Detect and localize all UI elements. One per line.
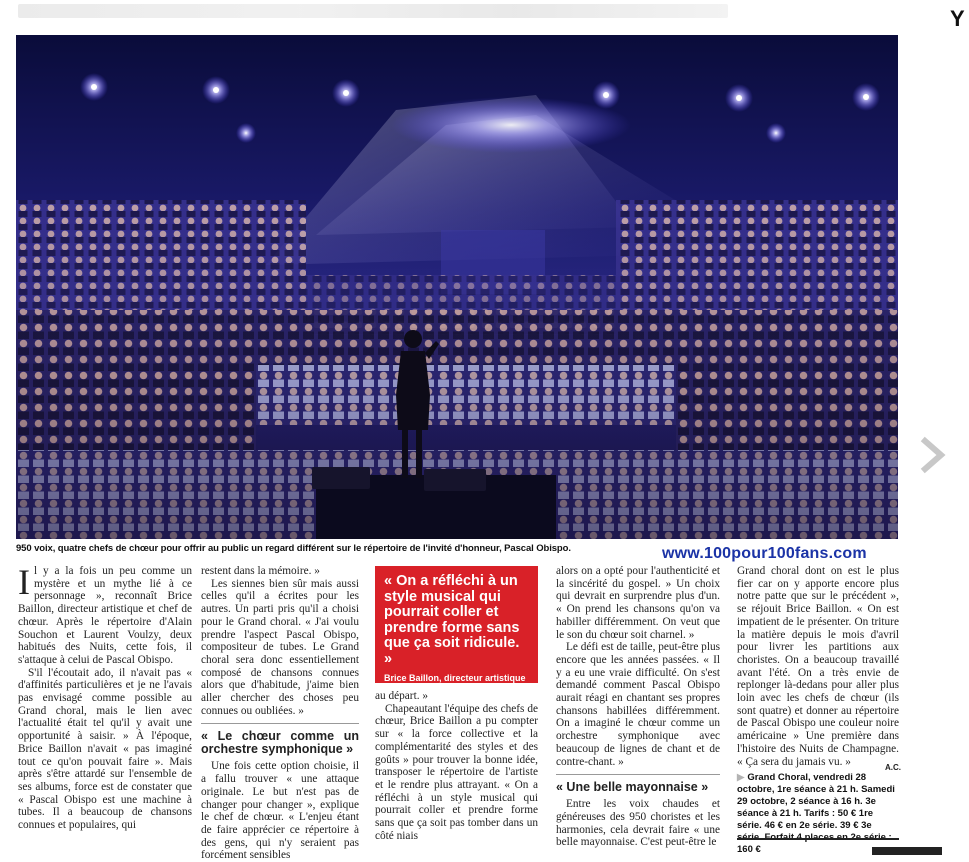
article-column-2 [201,565,359,862]
event-info [737,772,899,856]
cropped-headline [18,4,728,18]
next-arrow-icon[interactable] [920,438,946,472]
paragraph: Le défi est de taille, peut-être plus encore que les années passées. « Il y a eu une vraie difficulté. On s'est demandé comment Pascal Obispo aurait réagi en chantant ses propres chansons habillées différemment. On a imaginé le chœur comme un orchestre symphonique avec beaucoup de lignes de chant et de contre-chant. » [556,641,721,768]
concert-photo [16,35,898,539]
paragraph: Entre les voix chaudes et généreuses des 950 choristes et les harmonies, cela devrait faire « une belle mayonnaise. C'est peut-être le [556,798,720,849]
subheading: « Le chœur comme un orchestre symphonique » [201,723,359,756]
triangle-icon: ▶ [737,772,745,783]
corner-letter: Y [950,6,965,31]
divider [737,838,899,840]
subheading: « Une belle mayonnaise » [556,774,720,794]
cropped-headline-strip [0,0,969,32]
paragraph: S'il l'écoutait ado, il n'avait pas « d'affinités particulières et je ne l'avais pas envisagé comme possible au Grand choral, mais le lien avec l'actualité était tel qu'il y avait une opportunité à saisir. » À l'époque, Brice Baillon n'avait « pas imaginé tout ce qu'on pouvait faire ». Mais après s'être attardé sur l'ensemble de ses albums, force est de constater que « Pascal Obispo est une machine à tubes. Il a beaucoup de chansons connues et populaires, qui [18,666,192,832]
paragraph: Grand choral dont on est le plus fier car on y apporte encore plus notre patte que sur le précédent », se réjouit Brice Baillon. « On est impatient de le présenter. On triture la matière depuis le mois d'avril pour livrer les partitions aux choristes. On a beaucoup travaillé avant l'été. On a très envie de replonger là-dedans pour aller plus loin avec les chefs de chœur (ils sont quatre) et donner au répertoire de Pascal Obispo une couleur noire américaine » Une première dans l'histoire des Nuits de Champagne. « Ça sera du jamais vu. » [737,565,899,768]
article-column-1 [18,562,192,832]
pull-quote [375,566,538,683]
quote-text: « On a réfléchi à un style musical qui pourrait coller et prendre forme sans que ça soit ridicule. » [384,573,520,667]
paragraph: Les siennes bien sûr mais aussi celles qu'il a écrites pour les autres. Un parti pris qu'il a choisi pour le Grand choral. « J'ai voulu prendre l'aspect Pascal Obispo, compositeur de tubes. Le Grand choral sera donc essentiellement composé de chansons connues alors que d'habitude, j'aime bien aller chercher des choses peu connues ou oubliées. » [201,577,359,717]
article-column-3 [375,690,538,842]
event-info-text: Grand Choral, vendredi 28 octobre, 1re séance à 21 h. Samedi 29 octobre, 2 séance à 16 h. 3e séance à 21 h. Tarifs : 50 € 1re série. 46 € en 2e série. 39 € 3e 160 € [737,772,895,855]
author-signature: A.C. [885,763,901,772]
paragraph: restent dans la mémoire. » [201,565,320,577]
article-column-5 [737,565,899,768]
watermark-link[interactable]: www.100pour100fans.com [662,545,867,562]
paragraph: Chapeautant l'équipe des chefs de chœur, Brice Baillon a pu compter sur « la force collective et la complémentarité des styles et des goûts » pour trouver la bonne idée, transposer le répertoire de l'artiste et le rendre plus attrayant. « On a réfléchi à un style musical qui pourrait coller et prendre forme sans que ça soit pas tomber dans un côté niais [375,702,538,842]
paragraph: au départ. » [375,690,429,702]
article-column-4 [556,565,720,849]
paragraph-text: l y a la fois un peu comme un mystère et un mythe lié à ce personnage », reconnaît Brice Baillon, directeur artistique et chef de chœur. Après le répertoire d'Alain Souchon et Laurent Voulzy, deux habitués des Nuits, cette fois, il s'attaque à celui de Pascal Obispo. [18,565,192,666]
corner-block [872,847,942,855]
paragraph: Une fois cette option choisie, il a fallu trouver « une attaque originale. Le but n'est pas de changer pour changer », explique le chef de chœur. « L'enjeu étant de faire apprécier ce répertoire à des gens, qui n'y seraient pas forcément sensibles [201,760,359,862]
paragraph [18,562,192,667]
drop-cap: I [18,562,30,602]
choir-stage-illustration [16,35,898,539]
quote-author: Brice Baillon, directeur artistique [384,673,526,683]
photo-caption: 950 voix, quatre chefs de chœur pour offrir au public un regard différent sur le répertoire de l'invité d'honneur, Pascal Obispo. [16,543,571,554]
paragraph: alors on a opté pour l'authenticité et la sincérité du gospel. » Un choix qui devrait en surprendre plus d'un. « On prend les chansons qu'on va habiller différemment. On veut que le son du chœur soit charnel. » [556,565,720,641]
